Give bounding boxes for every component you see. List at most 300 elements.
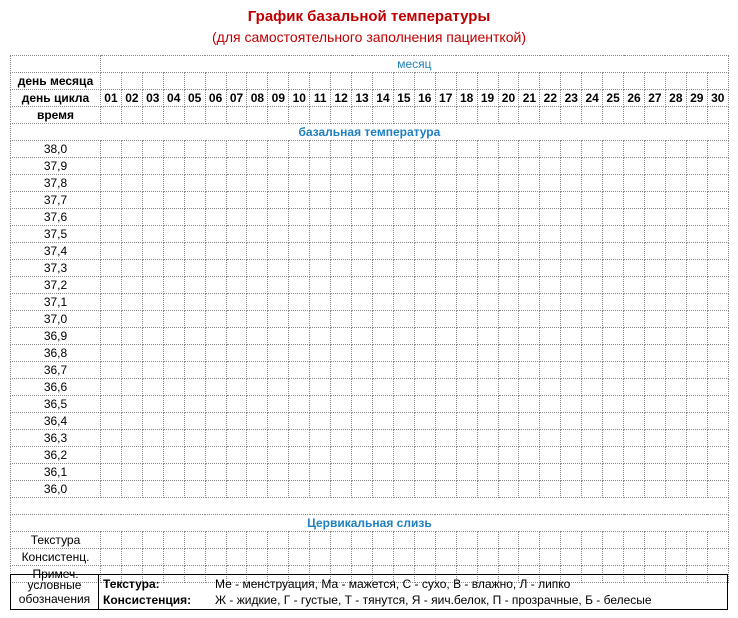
temperature-cell[interactable]	[142, 209, 163, 226]
temperature-cell[interactable]	[226, 226, 247, 243]
temperature-cell[interactable]	[414, 311, 435, 328]
temperature-cell[interactable]	[268, 328, 289, 345]
temperature-cell[interactable]	[121, 175, 142, 192]
cervical-cell[interactable]	[352, 532, 373, 549]
temperature-cell[interactable]	[603, 226, 624, 243]
temperature-cell[interactable]	[498, 345, 519, 362]
temperature-cell[interactable]	[498, 464, 519, 481]
temperature-cell[interactable]	[121, 328, 142, 345]
cervical-cell[interactable]	[268, 549, 289, 566]
cervical-cell[interactable]	[707, 532, 728, 549]
time-cell[interactable]	[456, 107, 477, 124]
temperature-cell[interactable]	[310, 447, 331, 464]
temperature-cell[interactable]	[414, 464, 435, 481]
temperature-cell[interactable]	[456, 226, 477, 243]
temperature-cell[interactable]	[331, 413, 352, 430]
temperature-cell[interactable]	[519, 430, 540, 447]
temperature-cell[interactable]	[644, 396, 665, 413]
temperature-cell[interactable]	[205, 430, 226, 447]
temperature-cell[interactable]	[184, 294, 205, 311]
temperature-cell[interactable]	[268, 209, 289, 226]
temperature-cell[interactable]	[603, 379, 624, 396]
temperature-cell[interactable]	[414, 328, 435, 345]
temperature-cell[interactable]	[435, 464, 456, 481]
temperature-cell[interactable]	[414, 226, 435, 243]
temperature-cell[interactable]	[352, 277, 373, 294]
temperature-cell[interactable]	[163, 481, 184, 498]
temperature-cell[interactable]	[477, 430, 498, 447]
cervical-cell[interactable]	[603, 532, 624, 549]
day-of-month-cell[interactable]	[352, 73, 373, 90]
temperature-cell[interactable]	[352, 243, 373, 260]
temperature-cell[interactable]	[603, 277, 624, 294]
temperature-cell[interactable]	[624, 260, 645, 277]
temperature-cell[interactable]	[519, 192, 540, 209]
temperature-cell[interactable]	[603, 328, 624, 345]
temperature-cell[interactable]	[310, 158, 331, 175]
temperature-cell[interactable]	[142, 311, 163, 328]
temperature-cell[interactable]	[205, 277, 226, 294]
temperature-cell[interactable]	[498, 175, 519, 192]
temperature-cell[interactable]	[101, 311, 122, 328]
day-of-month-cell[interactable]	[582, 73, 603, 90]
temperature-cell[interactable]	[372, 311, 393, 328]
temperature-cell[interactable]	[163, 243, 184, 260]
temperature-cell[interactable]	[247, 209, 268, 226]
cervical-cell[interactable]	[226, 549, 247, 566]
temperature-cell[interactable]	[477, 396, 498, 413]
temperature-cell[interactable]	[372, 277, 393, 294]
temperature-cell[interactable]	[142, 294, 163, 311]
temperature-cell[interactable]	[289, 328, 310, 345]
temperature-cell[interactable]	[686, 141, 707, 158]
temperature-cell[interactable]	[289, 277, 310, 294]
temperature-cell[interactable]	[310, 464, 331, 481]
day-of-month-cell[interactable]	[163, 73, 184, 90]
temperature-cell[interactable]	[372, 294, 393, 311]
temperature-cell[interactable]	[247, 192, 268, 209]
temperature-cell[interactable]	[268, 311, 289, 328]
temperature-cell[interactable]	[707, 209, 728, 226]
temperature-cell[interactable]	[456, 464, 477, 481]
temperature-cell[interactable]	[603, 311, 624, 328]
temperature-cell[interactable]	[393, 192, 414, 209]
temperature-cell[interactable]	[582, 481, 603, 498]
temperature-cell[interactable]	[665, 141, 686, 158]
temperature-cell[interactable]	[456, 481, 477, 498]
temperature-cell[interactable]	[561, 209, 582, 226]
temperature-cell[interactable]	[184, 192, 205, 209]
temperature-cell[interactable]	[686, 396, 707, 413]
temperature-cell[interactable]	[603, 158, 624, 175]
temperature-cell[interactable]	[540, 481, 561, 498]
time-cell[interactable]	[414, 107, 435, 124]
temperature-cell[interactable]	[519, 277, 540, 294]
time-cell[interactable]	[707, 107, 728, 124]
temperature-cell[interactable]	[644, 481, 665, 498]
temperature-cell[interactable]	[540, 447, 561, 464]
temperature-cell[interactable]	[163, 209, 184, 226]
temperature-cell[interactable]	[331, 379, 352, 396]
temperature-cell[interactable]	[372, 192, 393, 209]
temperature-cell[interactable]	[435, 158, 456, 175]
cervical-cell[interactable]	[624, 549, 645, 566]
temperature-cell[interactable]	[414, 430, 435, 447]
temperature-cell[interactable]	[540, 379, 561, 396]
temperature-cell[interactable]	[603, 243, 624, 260]
temperature-cell[interactable]	[603, 260, 624, 277]
temperature-cell[interactable]	[644, 175, 665, 192]
temperature-cell[interactable]	[163, 362, 184, 379]
temperature-cell[interactable]	[477, 141, 498, 158]
temperature-cell[interactable]	[205, 141, 226, 158]
temperature-cell[interactable]	[393, 209, 414, 226]
temperature-cell[interactable]	[101, 209, 122, 226]
time-cell[interactable]	[561, 107, 582, 124]
temperature-cell[interactable]	[268, 362, 289, 379]
temperature-cell[interactable]	[540, 430, 561, 447]
temperature-cell[interactable]	[624, 311, 645, 328]
temperature-cell[interactable]	[603, 141, 624, 158]
temperature-cell[interactable]	[477, 379, 498, 396]
temperature-cell[interactable]	[624, 175, 645, 192]
day-of-month-cell[interactable]	[624, 73, 645, 90]
cervical-cell[interactable]	[142, 549, 163, 566]
temperature-cell[interactable]	[121, 396, 142, 413]
temperature-cell[interactable]	[163, 464, 184, 481]
temperature-cell[interactable]	[456, 175, 477, 192]
temperature-cell[interactable]	[226, 345, 247, 362]
temperature-cell[interactable]	[561, 141, 582, 158]
temperature-cell[interactable]	[310, 294, 331, 311]
temperature-cell[interactable]	[603, 362, 624, 379]
cervical-cell[interactable]	[101, 532, 122, 549]
temperature-cell[interactable]	[414, 481, 435, 498]
temperature-cell[interactable]	[393, 328, 414, 345]
temperature-cell[interactable]	[686, 192, 707, 209]
day-of-month-cell[interactable]	[310, 73, 331, 90]
temperature-cell[interactable]	[561, 481, 582, 498]
temperature-cell[interactable]	[477, 175, 498, 192]
temperature-cell[interactable]	[393, 481, 414, 498]
temperature-cell[interactable]	[477, 362, 498, 379]
time-cell[interactable]	[226, 107, 247, 124]
temperature-cell[interactable]	[310, 226, 331, 243]
temperature-cell[interactable]	[393, 158, 414, 175]
temperature-cell[interactable]	[686, 175, 707, 192]
temperature-cell[interactable]	[372, 158, 393, 175]
time-cell[interactable]	[665, 107, 686, 124]
temperature-cell[interactable]	[603, 192, 624, 209]
temperature-cell[interactable]	[268, 243, 289, 260]
temperature-cell[interactable]	[498, 481, 519, 498]
time-cell[interactable]	[477, 107, 498, 124]
temperature-cell[interactable]	[121, 209, 142, 226]
temperature-cell[interactable]	[393, 243, 414, 260]
temperature-cell[interactable]	[205, 328, 226, 345]
temperature-cell[interactable]	[372, 209, 393, 226]
temperature-cell[interactable]	[477, 226, 498, 243]
temperature-cell[interactable]	[456, 260, 477, 277]
temperature-cell[interactable]	[665, 226, 686, 243]
time-cell[interactable]	[686, 107, 707, 124]
temperature-cell[interactable]	[456, 192, 477, 209]
temperature-cell[interactable]	[184, 158, 205, 175]
temperature-cell[interactable]	[163, 192, 184, 209]
cervical-cell[interactable]	[247, 549, 268, 566]
temperature-cell[interactable]	[101, 277, 122, 294]
temperature-cell[interactable]	[121, 294, 142, 311]
temperature-cell[interactable]	[561, 175, 582, 192]
temperature-cell[interactable]	[184, 277, 205, 294]
temperature-cell[interactable]	[435, 243, 456, 260]
cervical-cell[interactable]	[644, 549, 665, 566]
temperature-cell[interactable]	[582, 226, 603, 243]
temperature-cell[interactable]	[372, 328, 393, 345]
temperature-cell[interactable]	[414, 413, 435, 430]
temperature-cell[interactable]	[247, 464, 268, 481]
temperature-cell[interactable]	[331, 260, 352, 277]
temperature-cell[interactable]	[519, 362, 540, 379]
temperature-cell[interactable]	[435, 294, 456, 311]
temperature-cell[interactable]	[414, 345, 435, 362]
temperature-cell[interactable]	[352, 413, 373, 430]
temperature-cell[interactable]	[289, 192, 310, 209]
temperature-cell[interactable]	[142, 430, 163, 447]
temperature-cell[interactable]	[435, 481, 456, 498]
temperature-cell[interactable]	[121, 311, 142, 328]
temperature-cell[interactable]	[184, 175, 205, 192]
temperature-cell[interactable]	[352, 345, 373, 362]
temperature-cell[interactable]	[372, 260, 393, 277]
temperature-cell[interactable]	[352, 192, 373, 209]
temperature-cell[interactable]	[393, 396, 414, 413]
temperature-cell[interactable]	[352, 481, 373, 498]
cervical-cell[interactable]	[247, 532, 268, 549]
temperature-cell[interactable]	[142, 379, 163, 396]
temperature-cell[interactable]	[163, 260, 184, 277]
temperature-cell[interactable]	[289, 430, 310, 447]
temperature-cell[interactable]	[540, 413, 561, 430]
temperature-cell[interactable]	[644, 447, 665, 464]
temperature-cell[interactable]	[498, 243, 519, 260]
temperature-cell[interactable]	[477, 413, 498, 430]
temperature-cell[interactable]	[331, 328, 352, 345]
cervical-cell[interactable]	[624, 532, 645, 549]
temperature-cell[interactable]	[226, 192, 247, 209]
temperature-cell[interactable]	[435, 141, 456, 158]
temperature-cell[interactable]	[477, 192, 498, 209]
temperature-cell[interactable]	[561, 277, 582, 294]
temperature-cell[interactable]	[686, 481, 707, 498]
temperature-cell[interactable]	[624, 141, 645, 158]
temperature-cell[interactable]	[498, 379, 519, 396]
temperature-cell[interactable]	[561, 430, 582, 447]
temperature-cell[interactable]	[352, 311, 373, 328]
day-of-month-cell[interactable]	[226, 73, 247, 90]
temperature-cell[interactable]	[435, 362, 456, 379]
cervical-cell[interactable]	[121, 549, 142, 566]
temperature-cell[interactable]	[603, 396, 624, 413]
temperature-cell[interactable]	[142, 158, 163, 175]
temperature-cell[interactable]	[101, 243, 122, 260]
temperature-cell[interactable]	[414, 141, 435, 158]
temperature-cell[interactable]	[540, 260, 561, 277]
temperature-cell[interactable]	[519, 396, 540, 413]
temperature-cell[interactable]	[686, 430, 707, 447]
temperature-cell[interactable]	[707, 175, 728, 192]
day-of-month-cell[interactable]	[142, 73, 163, 90]
temperature-cell[interactable]	[268, 345, 289, 362]
temperature-cell[interactable]	[644, 311, 665, 328]
temperature-cell[interactable]	[665, 192, 686, 209]
temperature-cell[interactable]	[163, 430, 184, 447]
cervical-cell[interactable]	[101, 549, 122, 566]
temperature-cell[interactable]	[101, 294, 122, 311]
temperature-cell[interactable]	[101, 158, 122, 175]
temperature-cell[interactable]	[205, 345, 226, 362]
temperature-cell[interactable]	[582, 362, 603, 379]
temperature-cell[interactable]	[644, 243, 665, 260]
temperature-cell[interactable]	[352, 226, 373, 243]
temperature-cell[interactable]	[456, 328, 477, 345]
temperature-cell[interactable]	[184, 481, 205, 498]
temperature-cell[interactable]	[163, 447, 184, 464]
temperature-cell[interactable]	[372, 226, 393, 243]
temperature-cell[interactable]	[331, 294, 352, 311]
temperature-cell[interactable]	[142, 226, 163, 243]
temperature-cell[interactable]	[686, 413, 707, 430]
temperature-cell[interactable]	[184, 209, 205, 226]
temperature-cell[interactable]	[372, 481, 393, 498]
temperature-cell[interactable]	[121, 141, 142, 158]
temperature-cell[interactable]	[247, 481, 268, 498]
temperature-cell[interactable]	[686, 243, 707, 260]
day-of-month-cell[interactable]	[184, 73, 205, 90]
temperature-cell[interactable]	[142, 447, 163, 464]
temperature-cell[interactable]	[519, 481, 540, 498]
temperature-cell[interactable]	[624, 481, 645, 498]
temperature-cell[interactable]	[163, 328, 184, 345]
temperature-cell[interactable]	[414, 192, 435, 209]
temperature-cell[interactable]	[205, 362, 226, 379]
temperature-cell[interactable]	[372, 447, 393, 464]
temperature-cell[interactable]	[707, 277, 728, 294]
temperature-cell[interactable]	[310, 243, 331, 260]
temperature-cell[interactable]	[665, 209, 686, 226]
temperature-cell[interactable]	[644, 226, 665, 243]
day-of-month-cell[interactable]	[435, 73, 456, 90]
temperature-cell[interactable]	[624, 464, 645, 481]
time-cell[interactable]	[498, 107, 519, 124]
temperature-cell[interactable]	[624, 226, 645, 243]
temperature-cell[interactable]	[624, 413, 645, 430]
cervical-cell[interactable]	[226, 532, 247, 549]
temperature-cell[interactable]	[142, 175, 163, 192]
temperature-cell[interactable]	[247, 226, 268, 243]
day-of-month-cell[interactable]	[331, 73, 352, 90]
temperature-cell[interactable]	[686, 260, 707, 277]
temperature-cell[interactable]	[205, 243, 226, 260]
temperature-cell[interactable]	[184, 430, 205, 447]
temperature-cell[interactable]	[456, 430, 477, 447]
temperature-cell[interactable]	[519, 226, 540, 243]
cervical-cell[interactable]	[372, 549, 393, 566]
time-cell[interactable]	[519, 107, 540, 124]
cervical-cell[interactable]	[205, 532, 226, 549]
time-cell[interactable]	[289, 107, 310, 124]
temperature-cell[interactable]	[498, 311, 519, 328]
temperature-cell[interactable]	[498, 141, 519, 158]
temperature-cell[interactable]	[331, 158, 352, 175]
cervical-cell[interactable]	[435, 549, 456, 566]
temperature-cell[interactable]	[101, 481, 122, 498]
temperature-cell[interactable]	[707, 294, 728, 311]
temperature-cell[interactable]	[498, 413, 519, 430]
temperature-cell[interactable]	[310, 379, 331, 396]
temperature-cell[interactable]	[624, 345, 645, 362]
day-of-month-cell[interactable]	[289, 73, 310, 90]
temperature-cell[interactable]	[247, 362, 268, 379]
temperature-cell[interactable]	[268, 294, 289, 311]
temperature-cell[interactable]	[289, 209, 310, 226]
temperature-cell[interactable]	[603, 345, 624, 362]
temperature-cell[interactable]	[644, 362, 665, 379]
temperature-cell[interactable]	[310, 413, 331, 430]
temperature-cell[interactable]	[665, 396, 686, 413]
temperature-cell[interactable]	[644, 379, 665, 396]
temperature-cell[interactable]	[393, 379, 414, 396]
cervical-cell[interactable]	[456, 532, 477, 549]
temperature-cell[interactable]	[101, 430, 122, 447]
temperature-cell[interactable]	[268, 158, 289, 175]
temperature-cell[interactable]	[310, 430, 331, 447]
temperature-cell[interactable]	[435, 277, 456, 294]
temperature-cell[interactable]	[331, 311, 352, 328]
temperature-cell[interactable]	[142, 141, 163, 158]
temperature-cell[interactable]	[142, 481, 163, 498]
temperature-cell[interactable]	[665, 447, 686, 464]
temperature-cell[interactable]	[331, 277, 352, 294]
temperature-cell[interactable]	[435, 192, 456, 209]
temperature-cell[interactable]	[310, 175, 331, 192]
temperature-cell[interactable]	[603, 175, 624, 192]
temperature-cell[interactable]	[519, 243, 540, 260]
temperature-cell[interactable]	[540, 294, 561, 311]
temperature-cell[interactable]	[226, 175, 247, 192]
temperature-cell[interactable]	[310, 311, 331, 328]
cervical-cell[interactable]	[142, 532, 163, 549]
temperature-cell[interactable]	[498, 430, 519, 447]
time-cell[interactable]	[540, 107, 561, 124]
temperature-cell[interactable]	[665, 311, 686, 328]
temperature-cell[interactable]	[289, 345, 310, 362]
temperature-cell[interactable]	[163, 345, 184, 362]
temperature-cell[interactable]	[142, 464, 163, 481]
temperature-cell[interactable]	[331, 396, 352, 413]
temperature-cell[interactable]	[519, 413, 540, 430]
temperature-cell[interactable]	[226, 141, 247, 158]
temperature-cell[interactable]	[226, 362, 247, 379]
temperature-cell[interactable]	[498, 396, 519, 413]
temperature-cell[interactable]	[686, 158, 707, 175]
temperature-cell[interactable]	[435, 430, 456, 447]
temperature-cell[interactable]	[456, 141, 477, 158]
day-of-month-cell[interactable]	[603, 73, 624, 90]
temperature-cell[interactable]	[582, 294, 603, 311]
temperature-cell[interactable]	[372, 141, 393, 158]
time-cell[interactable]	[372, 107, 393, 124]
